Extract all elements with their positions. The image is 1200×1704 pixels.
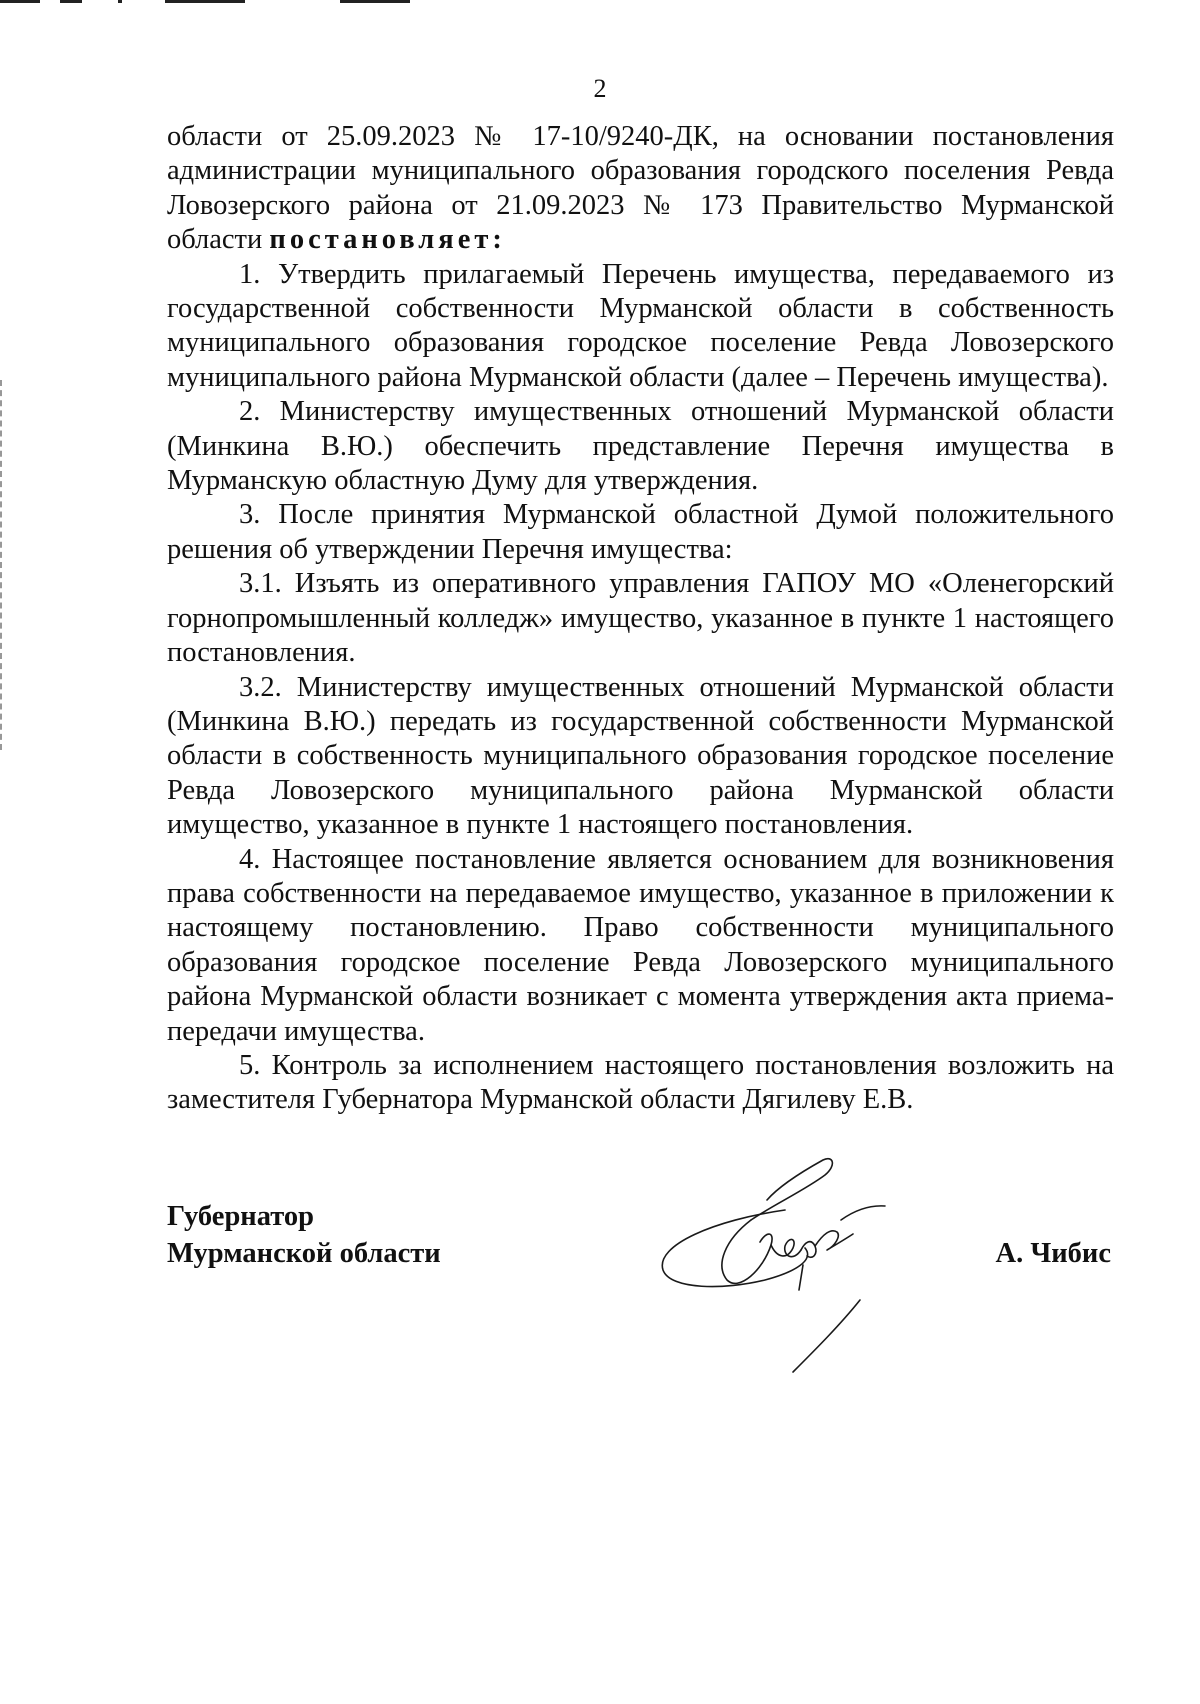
paragraph-item-3-1: 3.1. Изъять из оперативного управления ГАПОУ МО «Оленегорский горнопромышленный колледж» имущество, указанное в пункте 1 настоящего постановления. bbox=[167, 568, 1114, 669]
paragraph-item-1: 1. Утвердить прилагаемый Перечень имущества, передаваемого из государственной собственности Мурманской области в собственность муниципального образования городское поселение Ревда Ловозерского муниципального района Мурманской области (далее – Перечень имущества). bbox=[167, 258, 1114, 393]
signatory-title-line-2: Мурманской области bbox=[167, 1238, 441, 1269]
scan-edge-marks bbox=[0, 380, 6, 750]
paragraph-item-3-2: 3.2. Министерству имущественных отношений Мурманской области (Минкина В.Ю.) передать из государственной собственности Мурманской области в собственность муниципального образования городское поселение Ревда Ловозерского муниципального района Мурманской области имущество, указанное в пункте 1 настоящего постановления. bbox=[167, 671, 1114, 841]
document-body bbox=[167, 120, 1114, 1118]
signature-block bbox=[167, 1198, 1114, 1398]
signatory-name: А. Чибис bbox=[995, 1238, 1111, 1269]
page-number: 2 bbox=[593, 74, 607, 103]
decree-keyword: постановляет: bbox=[269, 224, 506, 256]
intro-text: области от 25.09.2023 № 17-10/9240-ДК, на основании постановления администрации муниципального образования городского поселения Ревда Ловозерского района от 21.09.2023 № 173 Правительство Мурманской области bbox=[167, 121, 1114, 256]
handwritten-signature bbox=[655, 1150, 935, 1390]
intro-paragraph bbox=[167, 120, 1114, 258]
paragraph-item-5: 5. Контроль за исполнением настоящего постановления возложить на заместителя Губернатора Мурманской области Дягилеву Е.В. bbox=[167, 1049, 1114, 1116]
signatory-title bbox=[167, 1198, 441, 1272]
paragraph-item-4: 4. Настоящее постановление является основанием для возникновения права собственности на передаваемое имущество, указанное в приложении к настоящему постановлению. Право собственности муниципального образования городское поселение Ревда Ловозерского муниципального района Мурманской области возникает с момента утверждения акта приема-передачи имущества. bbox=[167, 843, 1114, 1047]
signatory-title-line-1: Губернатор bbox=[167, 1201, 314, 1232]
paragraph-item-3: 3. После принятия Мурманской областной Думой положительного решения об утверждении Перечня имущества: bbox=[167, 499, 1114, 565]
scan-top-marks bbox=[0, 0, 520, 8]
paragraph-item-2: 2. Министерству имущественных отношений Мурманской области (Минкина В.Ю.) обеспечить представление Перечня имущества в Мурманскую областную Думу для утверждения. bbox=[167, 396, 1114, 497]
